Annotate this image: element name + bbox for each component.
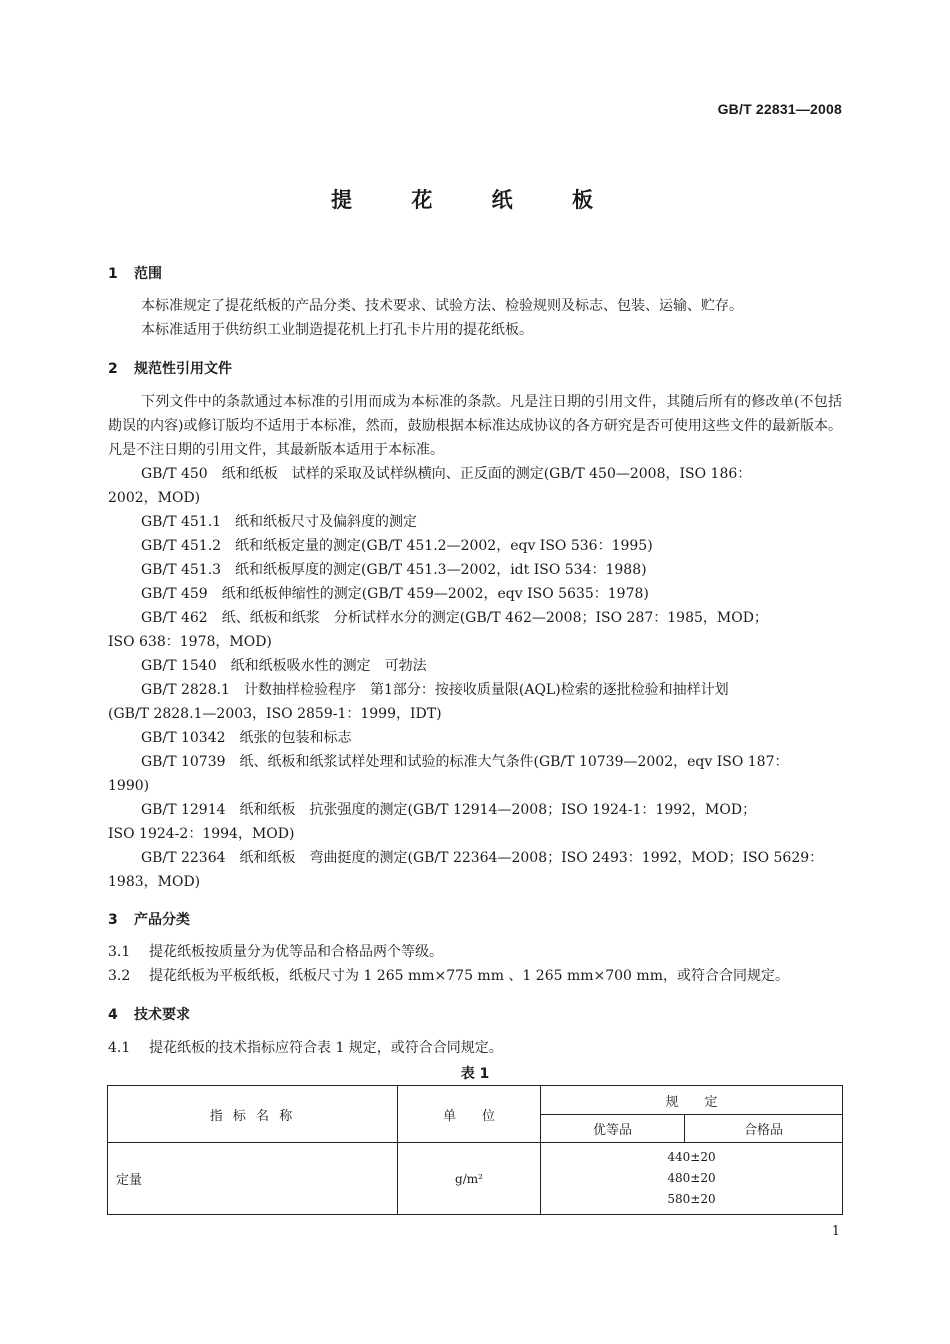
table-value: 440±20 [667, 1150, 716, 1164]
reference-line: GB/T 459 纸和纸板伸缩性的测定(GB/T 459—2002，eqv ISO 5635：1978) [141, 586, 649, 602]
reference-line-cont: (GB/T 2828.1—2003，ISO 2859-1：1999，IDT) [108, 706, 442, 722]
reference-line: GB/T 10342 纸张的包装和标志 [141, 730, 352, 746]
clause-3-1-text: 提花纸板按质量分为优等品和合格品两个等级。 [149, 944, 443, 960]
reference-line: GB/T 451.2 纸和纸板定量的测定(GB/T 451.2—2002，eqv ISO 536：1995) [141, 538, 653, 554]
table-header-name [108, 1086, 398, 1143]
table-value: 480±20 [667, 1171, 716, 1185]
table-caption: 表 1 [460, 1066, 490, 1082]
clause-3-2-text: 提花纸板为平板纸板，纸板尺寸为 1 265 mm×775 mm 、1 265 mm×700 mm，或符合合同规定。 [149, 968, 789, 984]
table-row [108, 1143, 843, 1215]
section-4-heading [108, 1004, 190, 1024]
reference-line: GB/T 10739 纸、纸板和纸浆试样处理和试验的标准大气条件(GB/T 10739—2002，eqv ISO 187： [141, 754, 789, 770]
section-1-heading [108, 263, 162, 283]
section-2-intro: 下列文件中的条款通过本标准的引用而成为本标准的条款。凡是注日期的引用文件，其随后所有的修改单(不包括勘误的内容)或修订版均不适用于本标准，然而，鼓励根据本标准达成协议的各方研究是否可使用这些文件的最新版本。凡是不注日期的引用文件，其最新版本适用于本标准。 [108, 394, 842, 458]
section-1-paragraph-2: 本标准适用于供纺织工业制造提花机上打孔卡片用的提花纸板。 [141, 322, 533, 338]
reference-line: GB/T 451.1 纸和纸板尺寸及偏斜度的测定 [141, 514, 418, 530]
page-number: 1 [831, 1224, 840, 1239]
clause-3-1 [108, 940, 443, 964]
reference-line: GB/T 462 纸、纸板和纸浆 分析试样水分的测定(GB/T 462—2008；ISO 287：1985，MOD； [141, 610, 768, 626]
table-header-grade-qualified: 合格品 [685, 1115, 843, 1143]
reference-line-cont: ISO 638：1978，MOD) [108, 634, 272, 650]
section-4-number: 4 [108, 1007, 118, 1023]
reference-line-cont: 2002，MOD) [108, 490, 201, 506]
clause-4-1-number: 4.1 [108, 1040, 131, 1056]
table-cell-values [541, 1143, 843, 1215]
clause-3-2 [108, 964, 789, 988]
clause-3-1-number: 3.1 [108, 944, 131, 960]
table-header-unit: 单 位 [398, 1086, 541, 1143]
section-1-title: 范围 [134, 266, 162, 282]
reference-line-cont: 1983，MOD) [108, 874, 201, 890]
reference-line: GB/T 451.3 纸和纸板厚度的测定(GB/T 451.3—2002，idt ISO 534：1988) [141, 562, 647, 578]
section-3-heading [108, 909, 190, 929]
standard-number: GB/T 22831—2008 [717, 101, 842, 117]
clause-3-2-number: 3.2 [108, 968, 131, 984]
table-cell-name: 定量 [108, 1143, 398, 1215]
table-value: 580±20 [667, 1192, 716, 1206]
clause-4-1-text: 提花纸板的技术指标应符合表 1 规定，或符合合同规定。 [149, 1040, 503, 1056]
table-header-grade-premium: 优等品 [541, 1115, 685, 1143]
reference-line: GB/T 1540 纸和纸板吸水性的测定 可勃法 [141, 658, 427, 674]
reference-line: GB/T 22364 纸和纸板 弯曲挺度的测定(GB/T 22364—2008；ISO 2493：1992，MOD；ISO 5629： [141, 850, 824, 866]
reference-line-cont: ISO 1924-2：1994，MOD) [108, 826, 295, 842]
section-1-number: 1 [108, 266, 118, 282]
reference-line: GB/T 2828.1 计数抽样检验程序 第1部分：按接收质量限(AQL)检索的逐批检验和抽样计划 [141, 682, 729, 698]
section-3-number: 3 [108, 912, 118, 928]
table-cell-unit: g/m² [398, 1143, 541, 1215]
section-1-paragraph-1: 本标准规定了提花纸板的产品分类、技术要求、试验方法、检验规则及标志、包装、运输、贮存。 [141, 298, 743, 314]
reference-line: GB/T 12914 纸和纸板 抗张强度的测定(GB/T 12914—2008；ISO 1924-1：1992，MOD； [141, 802, 757, 818]
section-4-title: 技术要求 [134, 1007, 190, 1023]
table-header-spec: 规 定 [541, 1086, 843, 1115]
spec-table [107, 1085, 843, 1215]
section-3-title: 产品分类 [134, 912, 190, 928]
clause-4-1 [108, 1036, 503, 1060]
table-header-name-label: 指 标 名 称 [209, 1108, 296, 1124]
reference-line: GB/T 450 纸和纸板 试样的采取及试样纵横向、正反面的测定(GB/T 450—2008，ISO 186： [141, 466, 752, 482]
reference-line-cont: 1990) [108, 778, 150, 794]
section-2-title: 规范性引用文件 [134, 361, 232, 377]
document-title: 提 花 纸 板 [331, 188, 619, 212]
section-2-number: 2 [108, 361, 118, 377]
section-2-heading [108, 358, 232, 378]
